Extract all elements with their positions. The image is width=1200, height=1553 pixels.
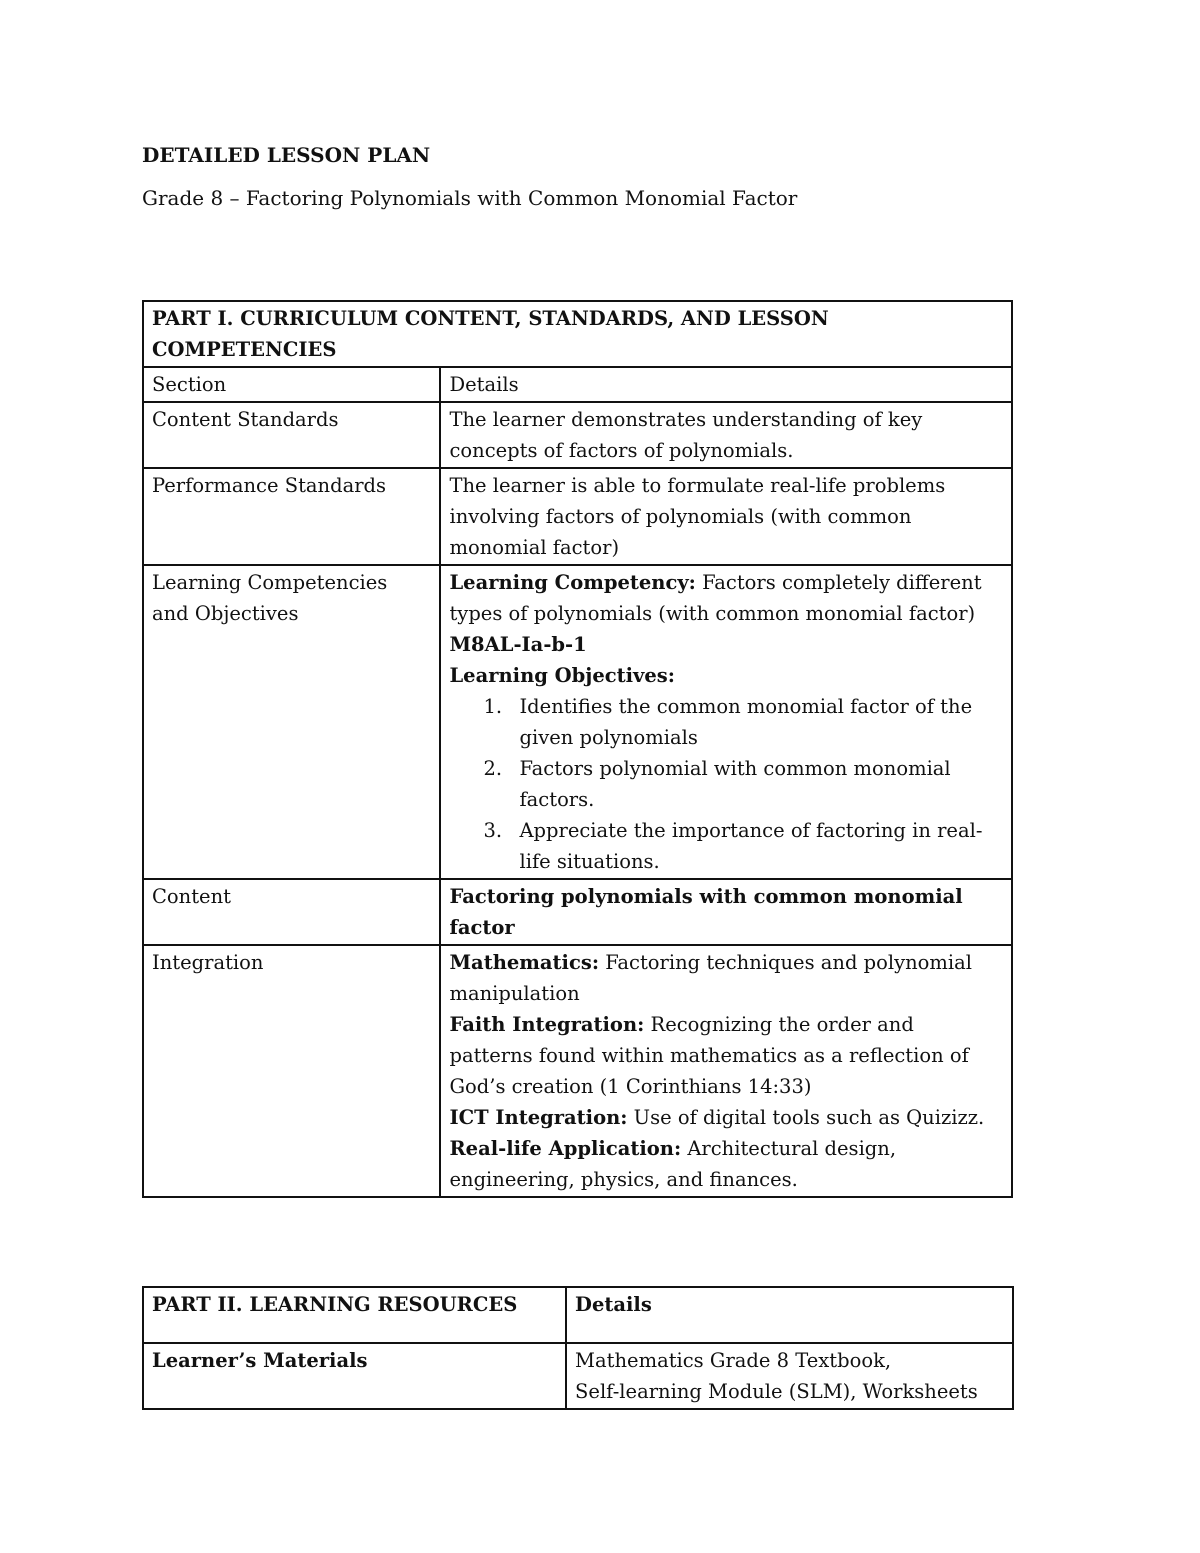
table-row-performance-standards [143,468,1012,565]
table-row-learners-materials [143,1343,1013,1409]
faith-label: Faith Integration: [449,1013,645,1036]
integration-faith [449,1009,1003,1102]
integration-real-life [449,1133,1003,1195]
list-item [449,815,1003,877]
part1-heading-row [143,301,1012,367]
math-label: Mathematics: [449,951,600,974]
math-text: Factoring techniques and polynomial manipulation [449,951,973,1005]
part1-table [142,300,1013,1198]
list-item-text: Factors polynomial with common monomial factors. [519,757,951,811]
competency-code: M8AL-Ia-b-1 [449,633,587,656]
row-label: Content Standards [143,402,440,468]
row-details [440,565,1012,879]
part1-heading: PART I. CURRICULUM CONTENT, STANDARDS, AND LESSON COMPETENCIES [143,301,1012,367]
document-subtitle: Grade 8 – Factoring Polynomials with Common Monomial Factor [142,186,798,210]
competency-text: Factors completely different types of polynomials (with common monomial factor) [449,571,982,625]
column-header-section: Section [143,367,440,402]
table-header-row [143,367,1012,402]
row-details: Factoring polynomials with common monomial factor [440,879,1012,945]
objectives-label: Learning Objectives: [449,664,675,687]
column-header-details: Details [566,1287,1013,1343]
objectives-list [449,691,1003,877]
row-details [566,1343,1013,1409]
integration-ict [449,1102,1003,1133]
row-details: The learner demonstrates understanding of key concepts of factors of polynomials. [440,402,1012,468]
list-item [449,753,1003,815]
row-label: Content [143,879,440,945]
ict-text: Use of digital tools such as Quizizz. [627,1106,985,1129]
integration-math [449,947,1003,1009]
row-label: Learning Competencies and Objectives [143,565,440,879]
row-label: Performance Standards [143,468,440,565]
row-label: Integration [143,945,440,1197]
row-details: The learner is able to formulate real-life problems involving factors of polynomials (with common monomial factor) [440,468,1012,565]
row-label: Learner’s Materials [143,1343,566,1409]
materials-line-1: Mathematics Grade 8 Textbook, [575,1349,892,1372]
table-row-content [143,879,1012,945]
part2-table [142,1286,1014,1410]
table-row-content-standards [143,402,1012,468]
list-item-text: Appreciate the importance of factoring in real-life situations. [519,819,983,873]
list-item-number: 3. [483,819,503,842]
document-title: DETAILED LESSON PLAN [142,143,431,167]
row-details [440,945,1012,1197]
materials-line-2: Self-learning Module (SLM), Worksheets [575,1380,978,1403]
part2-header-row [143,1287,1013,1343]
competency-block [449,571,981,625]
competency-label: Learning Competency: [449,571,696,594]
list-item-number: 2. [483,757,503,780]
real-life-text: Architectural design, engineering, physics, and finances. [449,1137,897,1191]
list-item-text: Identifies the common monomial factor of the given polynomials [519,695,973,749]
real-life-label: Real-life Application: [449,1137,682,1160]
part2-heading: PART II. LEARNING RESOURCES [143,1287,566,1343]
table-row-integration [143,945,1012,1197]
faith-text: Recognizing the order and patterns found within mathematics as a reflection of God’s creation (1 Corinthians 14:33) [449,1013,969,1098]
column-header-details: Details [440,367,1012,402]
ict-label: ICT Integration: [449,1106,628,1129]
table-row-competencies [143,565,1012,879]
list-item-number: 1. [483,695,503,718]
list-item [449,691,1003,753]
